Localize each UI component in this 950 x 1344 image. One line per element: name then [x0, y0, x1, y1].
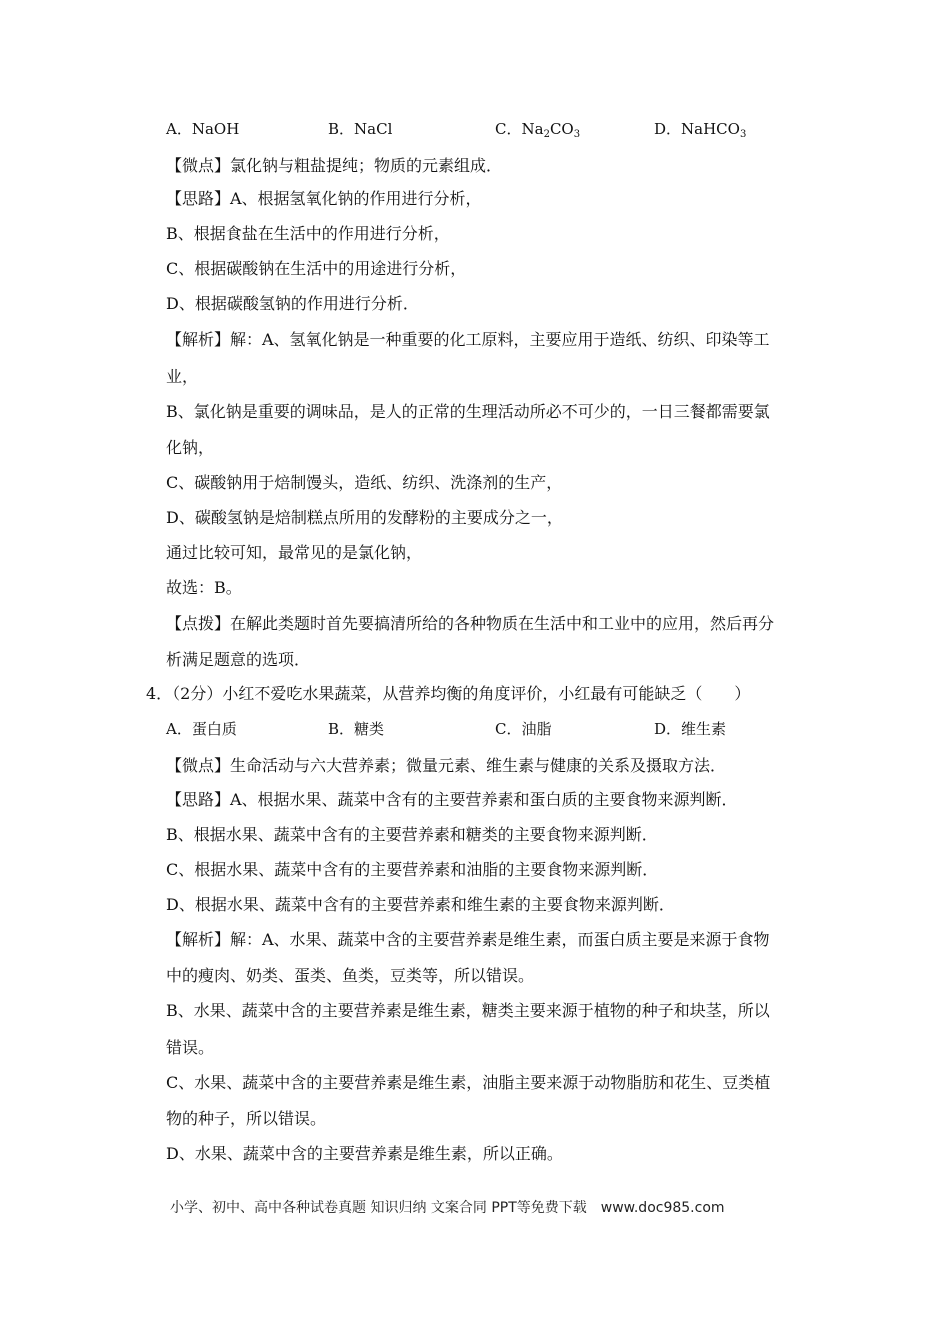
weidian-line: 【微点】生命活动与六大营养素；微量元素、维生素与健康的关系及摄取方法． — [166, 756, 727, 775]
text-line: C、根据水果、蔬菜中含有的主要营养素和油脂的主要食物来源判断． — [166, 860, 659, 879]
text-line: C、根据碳酸钠在生活中的用途进行分析， — [166, 259, 467, 278]
option-letter: B． — [328, 120, 355, 138]
option-letter: D． — [654, 120, 682, 138]
option-d — [654, 119, 746, 139]
weidian-line: 【微点】氯化钠与粗盐提纯；物质的元素组成． — [166, 156, 503, 175]
text-line: D、碳酸氢钠是焙制糕点所用的发酵粉的主要成分之一， — [166, 508, 563, 527]
silu-line: 【思路】A、根据氢氧化钠的作用进行分析， — [166, 189, 482, 208]
text-line: 析满足题意的选项． — [166, 650, 311, 669]
option-c: C．油脂 — [495, 720, 552, 738]
formula-subscript: 3 — [573, 129, 581, 140]
jiexi-line: 【解析】解：A、氢氧化钠是一种重要的化工原料，主要应用于造纸、纺织、印染等工 — [166, 330, 770, 349]
text-line: 物的种子，所以错误。 — [166, 1109, 327, 1128]
answer-line: 故选：B。 — [166, 578, 242, 597]
question-stem: 4．（2分）小红不爱吃水果蔬菜，从营养均衡的角度评价，小红最有可能缺乏（ ） — [146, 684, 751, 703]
text-line: 中的瘦肉、奶类、蛋类、鱼类，豆类等，所以错误。 — [166, 966, 535, 985]
text-line: C、碳酸钠用于焙制馒头，造纸、纺织、洗涤剂的生产， — [166, 473, 563, 492]
text-line: D、根据水果、蔬菜中含有的主要营养素和维生素的主要食物来源判断． — [166, 895, 675, 914]
dianbo-line: 【点拨】在解此类题时首先要搞清所给的各种物质在生活中和工业中的应用，然后再分 — [166, 614, 775, 633]
text-line: B、氯化钠是重要的调味品，是人的正常的生理活动所必不可少的，一日三餐都需要氯 — [166, 402, 770, 421]
option-a: A．蛋白质 — [166, 720, 237, 738]
jiexi-line: 【解析】解：A、水果、蔬菜中含的主要营养素是维生素，而蛋白质主要是来源于食物 — [166, 930, 770, 949]
option-b: B．糖类 — [328, 720, 385, 738]
formula-subscript: 2 — [543, 129, 550, 140]
text-line: B、根据食盐在生活中的作用进行分析， — [166, 224, 450, 243]
formula-part: CO — [549, 120, 574, 138]
text-line: 业， — [166, 367, 199, 386]
silu-line: 【思路】A、根据水果、蔬菜中含有的主要营养素和蛋白质的主要食物来源判断． — [166, 790, 738, 809]
option-letter: C． — [495, 120, 522, 138]
text-line: 错误。 — [166, 1038, 215, 1057]
option-letter: A． — [166, 120, 192, 138]
formula-part: Na — [521, 120, 544, 138]
formula-part: NaHCO — [681, 120, 740, 138]
text-line: B、根据水果、蔬菜中含有的主要营养素和糖类的主要食物来源判断． — [166, 825, 658, 844]
option-a — [166, 119, 239, 139]
text-line: D、根据碳酸氢钠的作用进行分析． — [166, 294, 419, 313]
option-c — [495, 119, 580, 139]
option-text: NaOH — [191, 120, 240, 138]
formula-subscript: 3 — [739, 129, 747, 140]
text-line: 化钠， — [166, 438, 215, 457]
text-line: C、水果、蔬菜中含的主要营养素是维生素，油脂主要来源于动物脂肪和花生、豆类植 — [166, 1073, 771, 1092]
option-d: D．维生素 — [654, 720, 727, 738]
text-line: 通过比较可知，最常见的是氯化钠， — [166, 543, 423, 562]
option-text: NaCl — [354, 120, 393, 138]
text-line: D、水果、蔬菜中含的主要营养素是维生素，所以正确。 — [166, 1144, 563, 1163]
option-b — [328, 119, 392, 139]
page-footer: 小学、初中、高中各种试卷真题 知识归纳 文案合同 PPT等免费下载 www.doc985.com — [170, 1200, 725, 1216]
text-line: B、水果、蔬菜中含的主要营养素是维生素，糖类主要来源于植物的种子和块茎，所以 — [166, 1001, 770, 1020]
